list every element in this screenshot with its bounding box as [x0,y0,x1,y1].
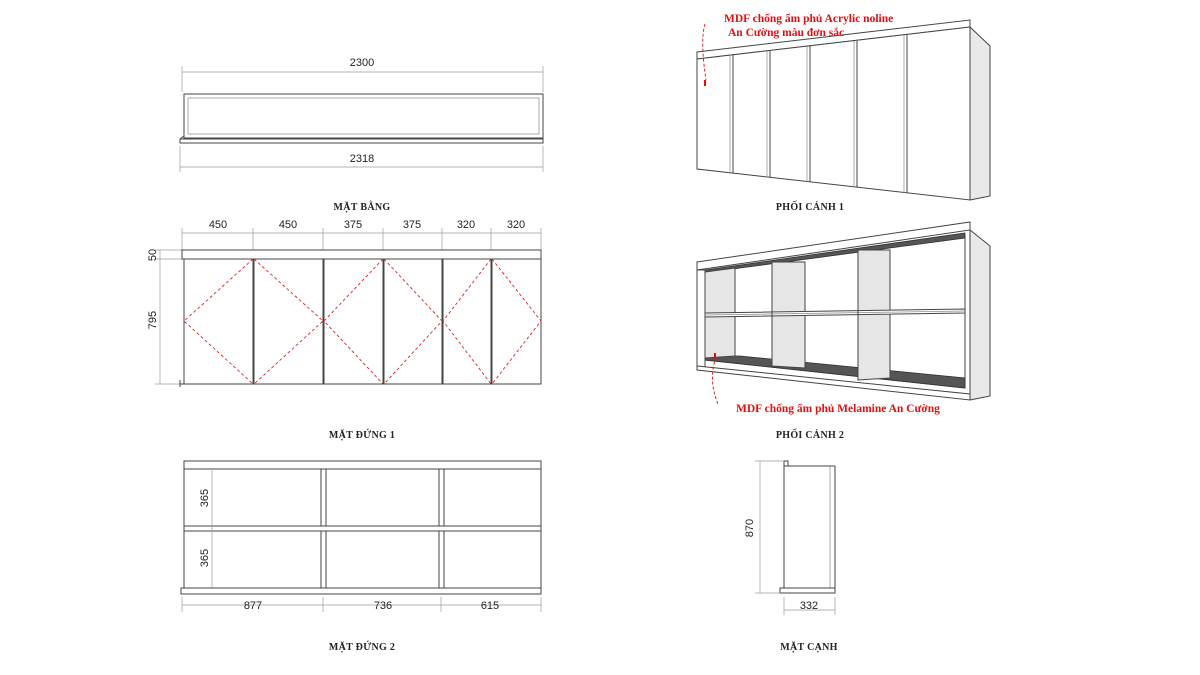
elevation-2 [181,461,541,653]
elev1-width-6: 320 [506,219,526,231]
plan-dim-top: 2300 [349,57,375,69]
elev2-width-2: 736 [373,600,393,612]
side-view-title: MẶT CẠNH [780,642,838,653]
elevation-2-title: MẶT ĐỨNG 2 [328,642,396,653]
plan-view-title: MẶT BẰNG [333,202,391,213]
plan-view [180,57,543,213]
elev2-width-3: 615 [480,600,500,612]
elev2-height-2: 365 [199,548,211,568]
elevation-1-title: MẶT ĐỨNG 1 [328,430,396,441]
perspective-2-note: MDF chống ẩm phủ Melamine An Cường [736,403,940,415]
perspective-2 [697,222,990,441]
perspective-1-note-line1: MDF chống ẩm phủ Acrylic noline [724,13,894,25]
side-depth: 332 [799,600,819,612]
elev2-height-1: 365 [199,488,211,508]
side-height: 870 [744,518,756,538]
elev1-width-5: 320 [456,219,476,231]
elev2-width-1: 877 [243,600,263,612]
perspective-2-title: PHỐI CẢNH 2 [775,430,845,441]
plan-dim-bottom: 2318 [349,153,375,165]
side-view [744,461,838,653]
elev1-width-4: 375 [402,219,422,231]
elev1-width-1: 450 [208,219,228,231]
elev1-width-3: 375 [343,219,363,231]
perspective-1 [697,12,990,213]
perspective-1-title: PHỐI CẢNH 1 [775,202,845,213]
elev1-height-main: 795 [147,310,159,330]
elev1-height-top: 50 [147,248,159,262]
elevation-1 [147,219,541,441]
elev1-width-2: 450 [278,219,298,231]
perspective-1-note-line2: An Cường màu đơn sắc [728,27,845,39]
